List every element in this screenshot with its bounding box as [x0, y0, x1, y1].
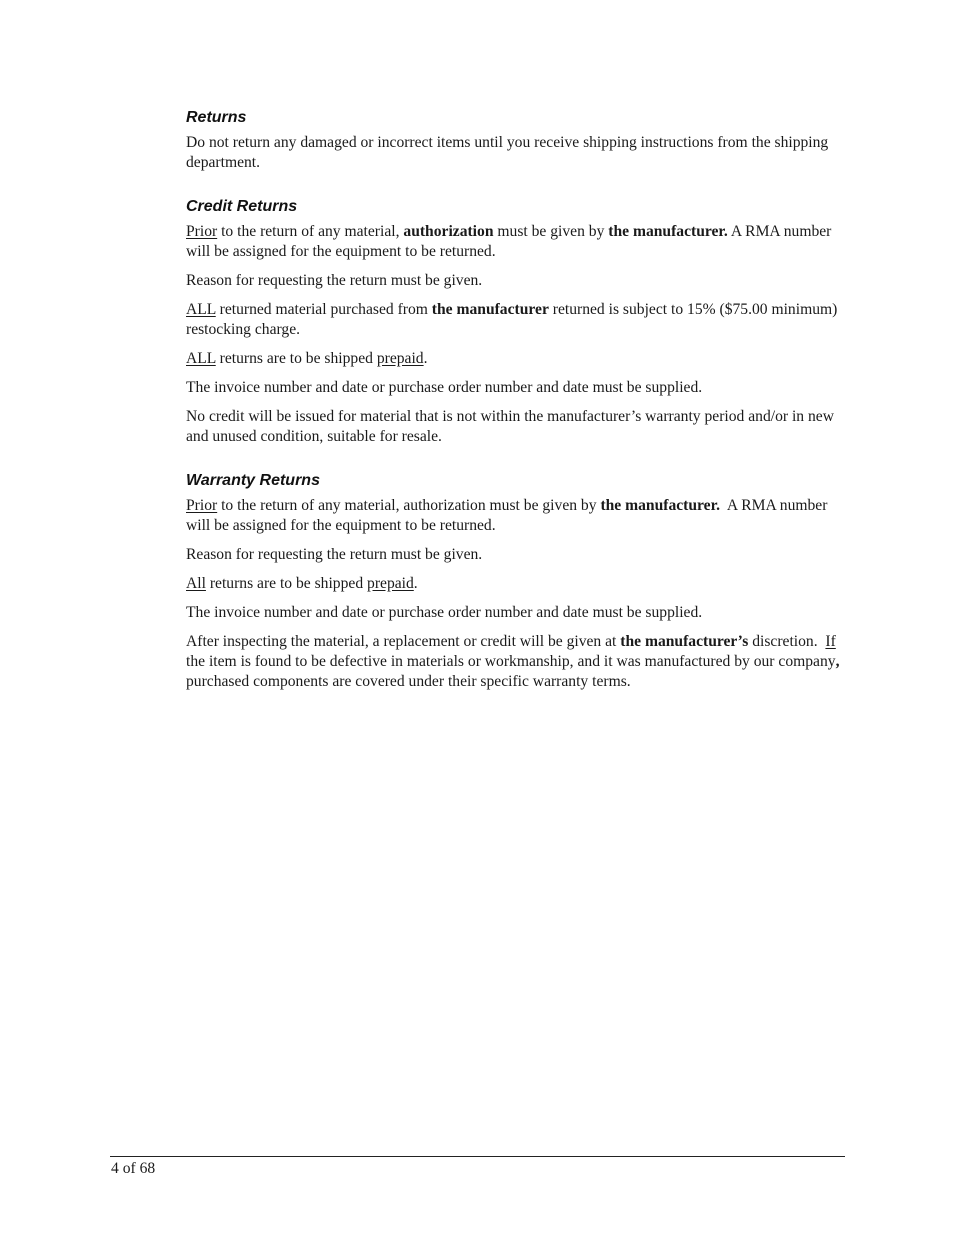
credit-returns-section	[186, 197, 854, 447]
prior-underlined: Prior	[186, 497, 218, 514]
credit-prepaid-paragraph: ALL returns are to be shipped prepaid.	[186, 350, 428, 367]
all-underlined: ALL	[186, 350, 216, 367]
all-underlined: ALL	[186, 301, 216, 318]
manufacturer-bold: the manufacturer	[431, 301, 549, 318]
footer-divider	[110, 1156, 845, 1157]
credit-warranty-condition-paragraph: No credit will be issued for material that is not within the manufacturer’s warranty period and/or in new and unused condition, suitable for resale.	[186, 408, 834, 445]
warranty-authorization-paragraph: Prior to the return of any material, authorization must be given by the manufacturer. A RMA number will be assigned for the equipment to be returned.	[186, 497, 832, 534]
manufacturer-bold: the manufacturer.	[600, 497, 720, 514]
comma-bold: ,	[835, 653, 840, 670]
credit-returns-heading: Credit Returns	[186, 198, 298, 215]
warranty-invoice-paragraph: The invoice number and date or purchase order number and date must be supplied.	[186, 604, 703, 621]
warranty-prepaid-paragraph: All returns are to be shipped prepaid.	[186, 575, 418, 592]
returns-section	[186, 108, 854, 173]
credit-restocking-paragraph: ALL returned material purchased from the manufacturer returned is subject to 15% ($75.00 minimum) restocking charge.	[186, 301, 838, 338]
credit-reason-paragraph: Reason for requesting the return must be given.	[186, 272, 483, 289]
warranty-inspection-paragraph: After inspecting the material, a replacement or credit will be given at the manufacturer’s discretion. If the item is found to be defective in materials or workmanship, and it was manufactured by our company, purchased components are covered under their specific warranty terms.	[186, 633, 840, 690]
if-underlined: If	[825, 633, 836, 650]
prepaid-underlined: prepaid	[376, 350, 424, 367]
authorization-bold: authorization	[403, 223, 494, 240]
warranty-returns-heading: Warranty Returns	[186, 472, 320, 489]
warranty-reason-paragraph: Reason for requesting the return must be given.	[186, 546, 483, 563]
prepaid-underlined: prepaid	[367, 575, 414, 592]
credit-authorization-paragraph: Prior to the return of any material, authorization must be given by the manufacturer. A RMA number will be assigned for the equipment to be returned.	[186, 223, 832, 260]
credit-invoice-paragraph: The invoice number and date or purchase order number and date must be supplied.	[186, 379, 703, 396]
document-body	[186, 108, 854, 701]
manufacturer-bold: the manufacturer.	[608, 223, 728, 240]
all-underlined: All	[186, 575, 206, 592]
warranty-returns-section	[186, 471, 854, 692]
prior-underlined: Prior	[186, 223, 218, 240]
page-number: 4 of 68	[111, 1160, 156, 1177]
returns-heading: Returns	[186, 109, 247, 126]
manufacturers-bold: the manufacturer’s	[620, 633, 749, 650]
returns-paragraph: Do not return any damaged or incorrect items until you receive shipping instructions from the shipping department.	[186, 134, 829, 171]
